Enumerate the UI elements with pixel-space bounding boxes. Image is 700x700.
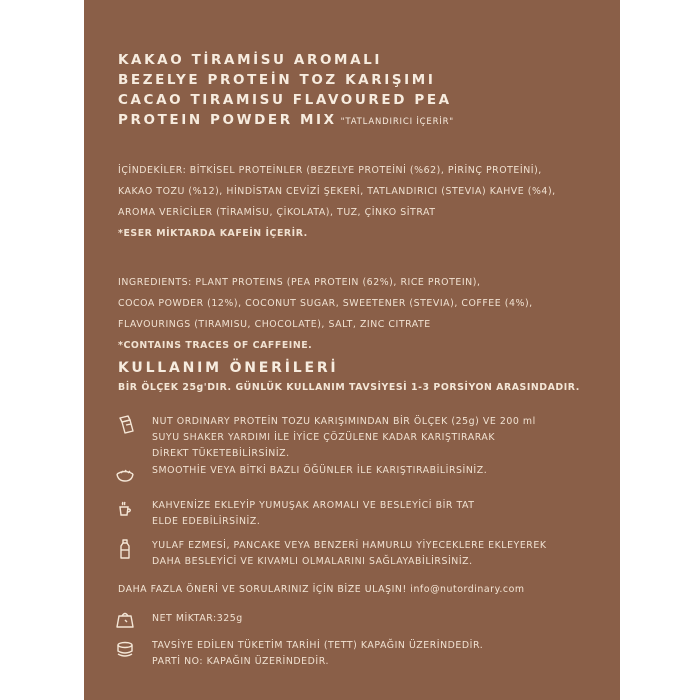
sweetener-note: "TATLANDIRICI İÇERİR" xyxy=(340,117,455,127)
scale-icon xyxy=(114,608,136,630)
ingredients-en-line-3: FLAVOURINGS (TIRAMISU, CHOCOLATE), SALT, ZINC CITRATE xyxy=(118,319,431,330)
title-en-line-2 xyxy=(118,110,598,132)
usage-item-coffee-text xyxy=(152,498,475,530)
expiry-line-2: PARTİ NO: KAPAĞIN ÜZERİNDEDİR. xyxy=(152,656,329,667)
usage-line: YULAF EZMESİ, PANCAKE VEYA BENZERİ HAMURLU YİYECEKLERE EKLEYEREK xyxy=(152,540,547,551)
title-tr-line-2: BEZELYE PROTEİN TOZ KARIŞIMI xyxy=(118,72,436,88)
usage-item-shaker-text xyxy=(152,414,536,462)
caffeine-note-tr: *ESER MİKTARDA KAFEİN İÇERİR. xyxy=(118,228,308,239)
title-en-line-1: CACAO TIRAMISU FLAVOURED PEA xyxy=(118,92,452,108)
expiry-line-1: TAVSİYE EDİLEN TÜKETİM TARİHİ (TETT) KAPAĞIN ÜZERİNDEDİR. xyxy=(152,640,484,651)
milk-bottle-icon xyxy=(114,538,136,560)
usage-heading: KULLANIM ÖNERİLERİ xyxy=(118,360,339,376)
usage-subheading: BİR ÖLÇEK 25g'DIR. GÜNLÜK KULLANIM TAVSİYESİ 1-3 PORSİYON ARASINDADIR. xyxy=(118,382,580,393)
usage-item-oats-text xyxy=(152,538,547,570)
caffeine-note-en: *CONTAINS TRACES OF CAFFEINE. xyxy=(118,340,313,351)
jar-lid-icon xyxy=(114,638,136,660)
usage-line: KAHVENİZE EKLEYİP YUMUŞAK AROMALI VE BESLEYİCİ BİR TAT xyxy=(152,500,475,511)
smoothie-bowl-icon xyxy=(114,463,136,485)
usage-line: SMOOTHİE VEYA BİTKİ BAZLI ÖĞÜNLER İLE KARIŞTIRABİLİRSİNİZ. xyxy=(152,465,488,476)
contact-line: DAHA FAZLA ÖNERİ VE SORULARINIZ İÇİN BİZE ULAŞIN! info@nutordinary.com xyxy=(118,584,525,595)
usage-item-smoothie-text xyxy=(152,463,487,479)
ingredients-en xyxy=(118,272,598,356)
ingredients-tr-line-3: AROMA VERİCİLER (TİRAMİSU, ÇİKOLATA), TUZ, ÇİNKO SİTRAT xyxy=(118,207,436,218)
expiry-text xyxy=(152,638,483,670)
ingredients-en-line-1: INGREDIENTS: PLANT PROTEINS (PEA PROTEIN (62%), RICE PROTEIN), xyxy=(118,277,481,288)
net-weight-text: NET MİKTAR:325g xyxy=(152,613,243,624)
usage-line: SUYU SHAKER YARDIMI İLE İYİCE ÇÖZÜLENE KADAR KARIŞTIRARAK xyxy=(152,432,496,443)
usage-line: ELDE EDEBİLİRSİNİZ. xyxy=(152,516,261,527)
product-label-panel xyxy=(84,0,620,700)
usage-line: DİREKT TÜKETEBİLİRSİNİZ. xyxy=(152,448,290,459)
ingredients-tr-line-1: İÇİNDEKİLER: BİTKİSEL PROTEİNLER (BEZELYE PROTEİNİ (%62), PİRİNÇ PROTEİNİ), xyxy=(118,165,542,176)
title-tr-line-1: KAKAO TİRAMİSU AROMALI xyxy=(118,52,382,68)
product-title xyxy=(118,50,598,132)
usage-line: NUT ORDINARY PROTEİN TOZU KARIŞIMINDAN BİR ÖLÇEK (25g) VE 200 ml xyxy=(152,416,536,427)
coffee-cup-icon xyxy=(114,498,136,520)
title-en-line-2-text: PROTEIN POWDER MIX xyxy=(118,112,337,128)
shaker-icon xyxy=(114,414,136,436)
ingredients-en-line-2: COCOA POWDER (12%), COCONUT SUGAR, SWEETENER (STEVIA), COFFEE (4%), xyxy=(118,298,533,309)
ingredients-tr-line-2: KAKAO TOZU (%12), HİNDİSTAN CEVİZİ ŞEKERİ, TATLANDIRICI (STEVIA) KAHVE (%4), xyxy=(118,186,556,197)
ingredients-tr xyxy=(118,160,598,244)
usage-line: DAHA BESLEYİCİ VE KIVAMLI OLMALARINI SAĞLAYABİLİRSİNİZ. xyxy=(152,556,473,567)
